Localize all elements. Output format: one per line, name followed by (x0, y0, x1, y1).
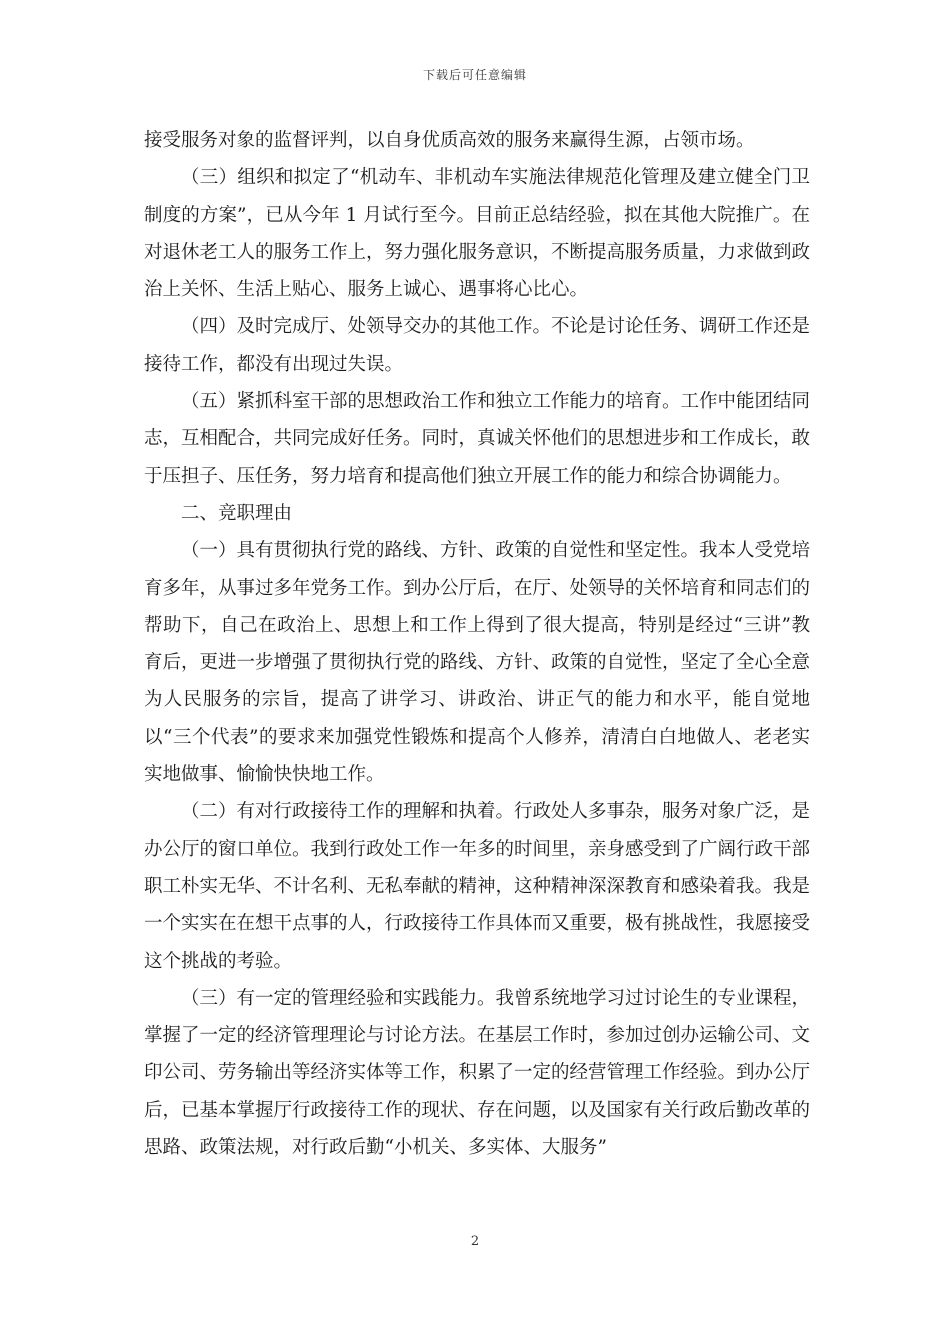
page-number: 2 (470, 1234, 480, 1249)
section-heading: 二、竞职理由 (181, 502, 293, 524)
paragraph-item-four: （四）及时完成厅、处领导交办的其他工作。不论是讨论任务、调研工作还是接待工作，都没有出现过失误。 (144, 316, 811, 375)
document-body (144, 122, 810, 1166)
paragraph-continuation: 接受服务对象的监督评判，以自身优质高效的服务来赢得生源，占领市场。 (144, 130, 755, 151)
paragraph-item-three: （三）组织和拟定了“机动车、非机动车实施法律规范化管理及建立健全门卫制度的方案”，已从今年 1 月试行至今。目前正总结经验，拟在其他大院推广。在对退休老工人的服务工作上，努力强化服务意识，不断提高服务质量，力求做到政治上关怀、生活上贴心、服务上诚心、遇事将心比心。 (144, 167, 811, 301)
paragraph-reason-two: （二）有对行政接待工作的理解和执着。行政处人多事杂，服务对象广泛，是办公厅的窗口单位。我到行政处工作一年多的时间里，亲身感受到了广阔行政干部职工朴实无华、不计名利、无私奉献的精神，这种精神深深教育和感染着我。我是一个实实在在想干点事的人，行政接待工作具体而又重要，极有挑战性，我愿接受这个挑战的考验。 (144, 801, 811, 972)
paragraph-reason-three: （三）有一定的管理经验和实践能力。我曾系统地学习过讨论生的专业课程，掌握了一定的经济管理理论与讨论方法。在基层工作时，参加过创办运输公司、文印公司、劳务输出等经济实体等工作，积累了一定的经营管理工作经验。到办公厅后，已基本掌握厅行政接待工作的现状、存在问题，以及国家有关行政后勤改革的思路、政策法规，对行政后勤“小机关、多实体、大服务” (144, 987, 811, 1159)
paragraph-item-five: （五）紧抓科室干部的思想政治工作和独立工作能力的培育。工作中能团结同志，互相配合，共同完成好任务。同时，真诚关怀他们的思想进步和工作成长，敢于压担子、压任务，努力培育和提高他们独立开展工作的能力和综合协调能力。 (144, 391, 811, 487)
page-header: 下载后可任意编辑 (422, 68, 527, 82)
paragraph-reason-one: （一）具有贯彻执行党的路线、方针、政策的自觉性和坚定性。我本人受党培育多年，从事过多年党务工作。到办公厅后，在厅、处领导的关怀培育和同志们的帮助下，自己在政治上、思想上和工作上得到了很大提高，特别是经过“三讲”教育后，更进一步增强了贯彻执行党的路线、方针、政策的自觉性，坚定了全心全意为人民服务的宗旨，提高了讲学习、讲政治、讲正气的能力和水平，能自觉地以“三个代表”的要求来加强党性锻炼和提高个人修养，清清白白地做人、老老实实地做事、愉愉快快地工作。 (144, 540, 811, 786)
